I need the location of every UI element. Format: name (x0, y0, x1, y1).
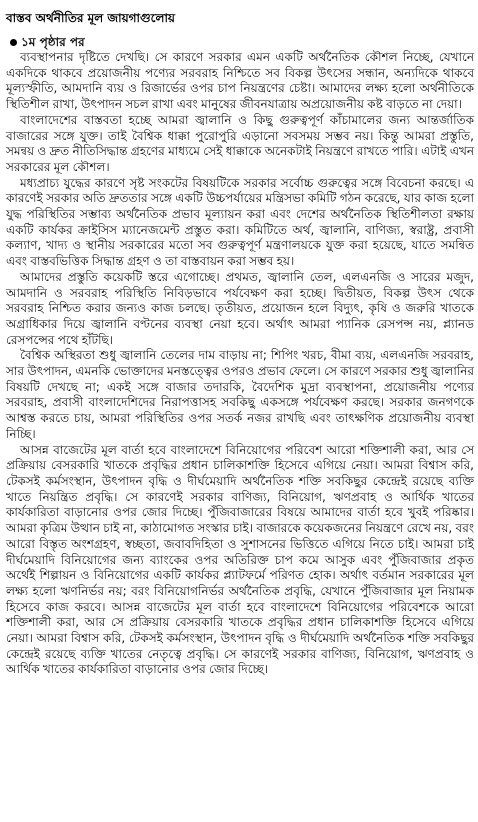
article-paragraph-2: বাংলাদেশের বাস্তবতা হচ্ছে আমরা জ্বালানি ও কিছু গুরুত্বপূর্ণ কাঁচামালের জন্য আন্তর্জাতিক বাজারের সঙ্গে যুক্ত। তাই বৈশ্বিক ধাক্কা পুরোপুরি এড়ানো সবসময় সম্ভব নয়। কিন্তু আমরা প্রস্তুতি, সমন্বয় ও দ্রুত নীতিসিদ্ধান্ত গ্রহণের মাধ্যমে সেই ধাক্কাকে অনেকটাই নিয়ন্ত্রণে রাখতে পারি। এটাই এখন সরকারের মূল কৌশল। (6, 112, 474, 174)
article-paragraph-4: আমাদের প্রস্তুতি কয়েকটি স্তরে এগোচ্ছে। প্রথমত, জ্বালানি তেল, এলএনজি ও সারের মজুদ, আমদানি ও সরবরাহ পরিস্থিতি নিবিড়ভাবে পর্যবেক্ষণ করা হচ্ছে। দ্বিতীয়ত, বিকল্প উৎস থেকে সরবরাহ নিশ্চিত করার জন্যও কাজ চলছে। তৃতীয়ত, প্রয়োজন হলে বিদ্যুৎ, কৃষি ও জরুরি খাতকে অগ্রাধিকার দিয়ে জ্বালানি বণ্টনের ব্যবস্থা নেয়া হবে। অর্থাৎ আমরা প্যানিক রেসপন্স নয়, প্ল্যানড রেসপন্সের পথে হাঁটছি। (6, 269, 474, 347)
bullet-icon (10, 39, 17, 46)
continued-from-label: ১ম পৃষ্ঠার পর (21, 35, 85, 49)
article-headline: বাস্তব অর্থনীতির মূল জায়গাগুলোয় (6, 11, 175, 25)
article-paragraph-6: আসন্ন বাজেটের মূল বার্তা হবে বাংলাদেশে বিনিয়োগের পরিবেশ আরো শক্তিশালী করা, আর সে প্রক্রিয়ায় বেসরকারি খাতকে প্রবৃদ্ধির প্রধান চালিকাশক্তি হিসেবে এগিয়ে নেয়া। আমরা বিশ্বাস করি, টেকসই কর্মসংস্থান, উৎপাদন বৃদ্ধি ও দীর্ঘমেয়াদি অর্থনৈতিক শক্তি সবকিছুর কেন্দ্রেই রয়েছে ব্যক্তি খাতে নিয়ন্ত্রিত প্রবৃদ্ধি। সে কারণেই সরকার বাণিজ্য, বিনিয়োগ, ঋণপ্রবাহ ও আর্থিক খাতের কার্যকারিতা বাড়ানোর ওপর জোর দিচ্ছে। পুঁজিবাজারের বিষয়ে আমাদের বার্তা হবে খুবই পরিষ্কার। আমরা কৃত্রিম উত্থান চাই না, কাঠামোগত সংস্কার চাই। বাজারকে কয়েকজনের নিয়ন্ত্রণে রেখে নয়, বরং আরো বিস্তৃত অংশগ্রহণ, স্বচ্ছতা, জবাবদিহিতা ও সুশাসনের ভিত্তিতে এগিয়ে নিতে চাই। আমরা চাই দীর্ঘমেয়াদি বিনিয়োগের জন্য ব্যাংকের ওপর অতিরিক্ত চাপ কমে আসুক এবং পুঁজিবাজার প্রকৃত অর্থেই শিল্পায়ন ও বিনিয়োগের একটি কার্যকর প্ল্যাটফর্মে পরিণত হোক। অর্থাৎ বর্তমান সরকারের মূল লক্ষ্য হলো ঋণনির্ভর নয়; বরং বিনিয়োগনির্ভর অর্থনৈতিক প্রবৃদ্ধি, যেখানে পুঁজিবাজার মূল নিয়ামক হিসেবে কাজ করবে। আসন্ন বাজেটের মূল বার্তা হবে বাংলাদেশে বিনিয়োগের পরিবেশকে আরো শক্তিশালী করা, আর সে প্রক্রিয়ায় বেসরকারি খাতকে প্রবৃদ্ধির প্রধান চালিকাশক্তি হিসেবে এগিয়ে নেয়া। আমরা বিশ্বাস করি, টেকসই কর্মসংস্থান, উৎপাদন বৃদ্ধি ও দীর্ঘমেয়াদি অর্থনৈতিক শক্তি সবকিছুর কেন্দ্রেই রয়েছে ব্যক্তি খাতের নেতৃত্বে প্রবৃদ্ধি। সে কারণেই সরকার বাণিজ্য, বিনিয়োগ, ঋণপ্রবাহ ও আর্থিক খাতের কার্যকারিতা বাড়ানোর ওপর জোর দিচ্ছে। (6, 442, 474, 677)
article-body (0, 50, 478, 678)
article-paragraph-5: বৈশ্বিক অস্থিরতা শুধু জ্বালানি তেলের দাম বাড়ায় না; শিপিং খরচ, বীমা ব্যয়, এলএনজি সরবরাহ, সার উৎপাদন, এমনকি ভোক্তাদের মনস্তত্ত্বের ওপরও প্রভাব ফেলে। সে কারণে সরকার শুধু জ্বালানির বিষয়টি দেখছে না; একই সঙ্গে বাজার তদারকি, বৈদেশিক মুদ্রা ব্যবস্থাপনা, প্রয়োজনীয় পণ্যের সরবরাহ, প্রবাসী বাংলাদেশিদের নিরাপত্তাসহ সবকিছু একসঙ্গে পর্যবেক্ষণ করছে। সরকার জনগণকে আশ্বস্ত করতে চায়, আমরা পরিস্থিতির ওপর সতর্ক নজর রাখছি এবং তাৎক্ষণিক প্রয়োজনীয় ব্যবস্থা নিচ্ছি। (6, 348, 474, 441)
article-paragraph-3: মধ্যপ্রাচ্য যুদ্ধের কারণে সৃষ্ট সংকটের বিষয়টিকে সরকার সর্বোচ্চ গুরুত্বের সঙ্গে বিবেচনা করছে। এ কারণেই সরকার অতি দ্রুততার সঙ্গে একটি উচ্চপর্যায়ের মন্ত্রিসভা কমিটি গঠন করেছে, যার কাজ হলো যুদ্ধ পরিস্থিতির সম্ভাব্য অর্থনৈতিক প্রভাব মূল্যায়ন করা এবং দেশের অর্থনৈতিক স্থিতিশীলতা রক্ষায় একটি কার্যকর ক্রাইসিস ম্যানেজমেন্ট প্রস্তুত করা। কমিটিতে অর্থ, জ্বালানি, বাণিজ্য, স্বরাষ্ট্র, প্রবাসী কল্যাণ, খাদ্য ও স্থানীয় সরকারের মতো সব গুরুত্বপূর্ণ মন্ত্রণালয়কে যুক্ত করা হয়েছে, যাতে সমন্বিত এবং বাস্তবভিত্তিক সিদ্ধান্ত গ্রহণ ও তা বাস্তবায়ন করা সম্ভব হয়। (6, 175, 474, 269)
article-paragraph-1: ব্যবস্থাপনার দৃষ্টিতে দেখছি। সে কারণে সরকার এমন একটি অর্থনৈতিক কৌশল নিচ্ছে, যেখানে একদিকে থাকবে প্রয়োজনীয় পণ্যের সরবরাহ নিশ্চিতে সব বিকল্প উৎসের সন্ধান, অন্যদিকে থাকবে মূল্যস্ফীতি, আমদানি ব্যয় ও রিজার্ভের ওপর চাপ নিয়ন্ত্রণের চেষ্টা। আমাদের লক্ষ্য হলো অর্থনীতিকে স্থিতিশীল রাখা, উৎপাদন সচল রাখা এবং মানুষের জীবনযাত্রায় অপ্রয়োজনীয় কষ্ট বাড়তে না দেয়া। (6, 50, 474, 112)
continued-from-line (0, 34, 478, 50)
